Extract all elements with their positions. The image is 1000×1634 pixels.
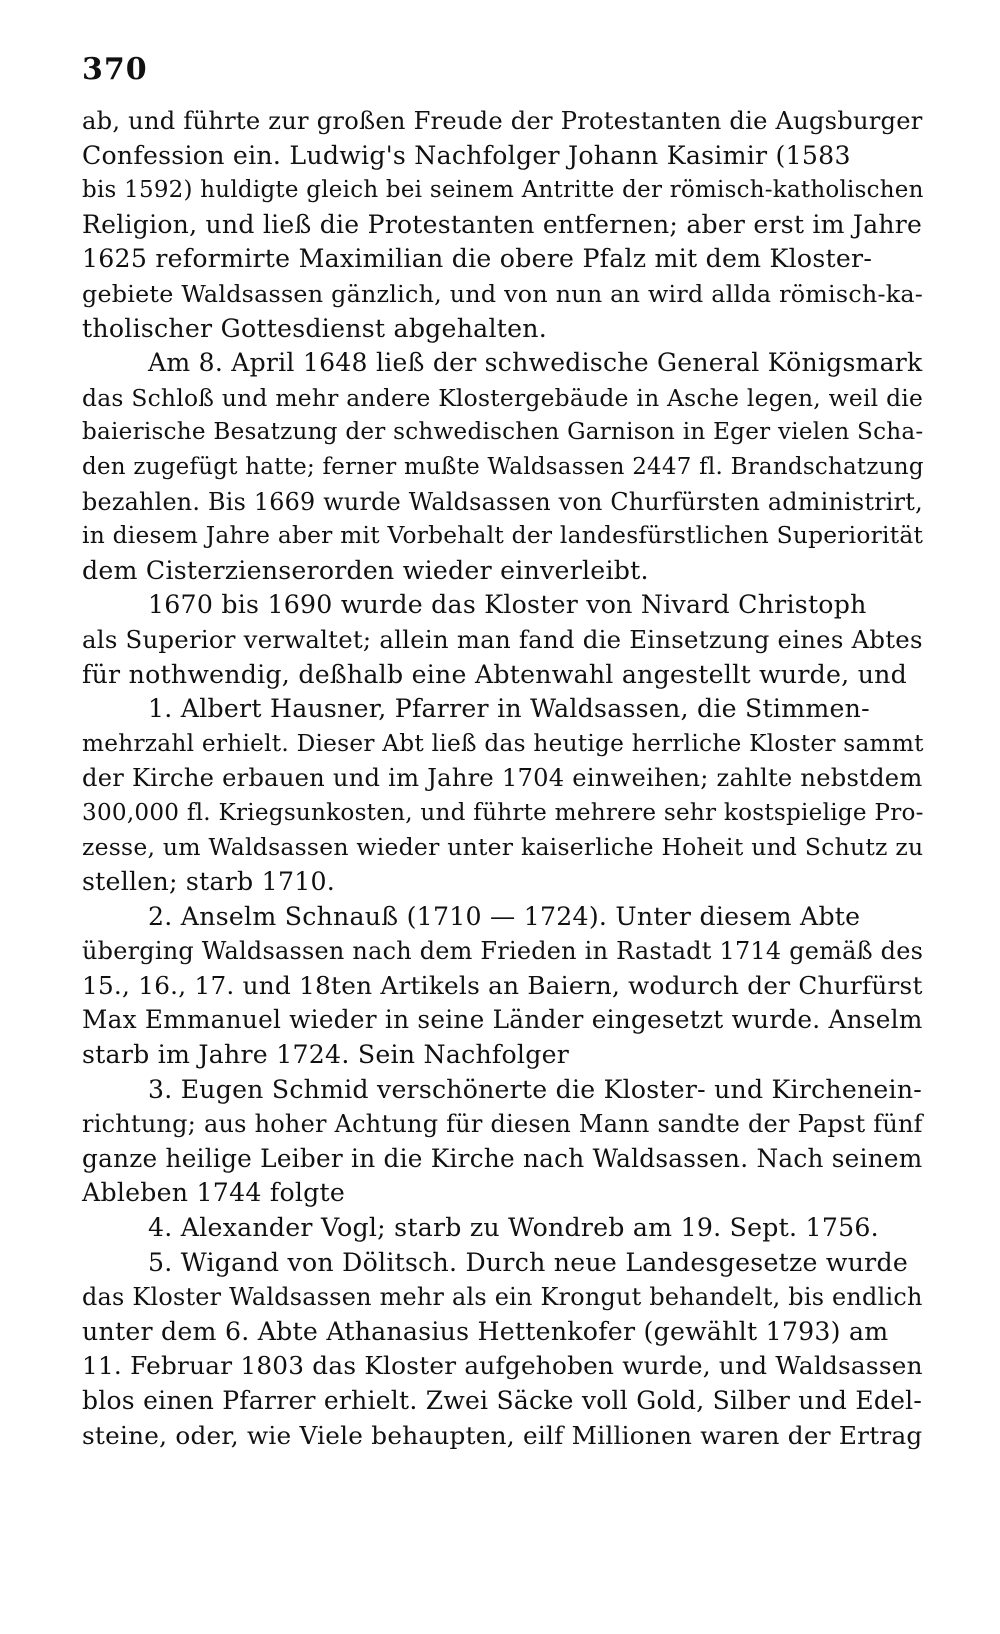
text-line: bis 1592) huldigte gleich bei seinem Antritte der römisch-katholischen <box>82 177 924 204</box>
text-line: 1625 reformirte Maximilian die obere Pfalz mit dem Kloster- <box>82 244 873 274</box>
text-line: den zugefügt hatte; ferner mußte Waldsassen 2447 fl. Brandschatzung <box>82 453 924 480</box>
text-line: für nothwendig, deßhalb eine Abtenwahl angestellt wurde, und <box>82 659 908 689</box>
text-line: dem Cisterzienserorden wieder einverleibt. <box>82 555 649 585</box>
text-line: 4. Alexander Vogl; starb zu Wondreb am 19. Sept. 1756. <box>148 1213 879 1242</box>
text-line: in diesem Jahre aber mit Vorbehalt der landesfürstlichen Superiorität <box>82 522 924 550</box>
text-line: das Kloster Waldsassen mehr als ein Krongut behandelt, bis endlich <box>82 1283 923 1312</box>
text-line: das Schloß und mehr andere Klostergebäude in Asche legen, weil die <box>82 383 924 412</box>
text-line: gebiete Waldsassen gänzlich, und von nun an wird allda römisch-ka- <box>82 279 924 308</box>
text-line: blos einen Pfarrer erhielt. Zwei Säcke voll Gold, Silber und Edel- <box>82 1385 923 1415</box>
text-line: 1. Albert Hausner, Pfarrer in Waldsassen, die Stimmen- <box>148 694 870 724</box>
text-line: steine, oder, wie Viele behaupten, eilf Millionen waren der Ertrag <box>82 1420 923 1450</box>
text-line: Max Emmanuel wieder in seine Länder eingesetzt wurde. Anselm <box>82 1005 923 1035</box>
text-line: richtung; aus hoher Achtung für diesen Mann sandte der Papst fünf <box>82 1110 923 1139</box>
text-line: stellen; starb 1710. <box>82 867 336 897</box>
text-line: bezahlen. Bis 1669 wurde Waldsassen von Churfürsten administrirt, <box>82 487 923 516</box>
text-line: ganze heilige Leiber in die Kirche nach Waldsassen. Nach seinem <box>82 1143 923 1173</box>
text-line: Confession ein. Ludwig's Nachfolger Johann Kasimir (1583 <box>82 140 851 170</box>
text-line: 1670 bis 1690 wurde das Kloster von Nivard Christoph <box>148 590 867 620</box>
text-line: starb im Jahre 1724. Sein Nachfolger <box>82 1040 570 1070</box>
text-line: Ableben 1744 folgte <box>82 1178 346 1208</box>
text-line: 3. Eugen Schmid verschönerte die Kloster- und Kirchenein- <box>148 1074 922 1104</box>
text-line: 300,000 fl. Kriegsunkosten, und führte mehrere sehr kostspielige Pro- <box>82 799 924 826</box>
text-line: ab, und führte zur großen Freude der Protestanten die Augsburger <box>82 107 923 135</box>
text-line: Am 8. April 1648 ließ der schwedische General Königsmark <box>148 348 923 378</box>
text-line: der Kirche erbauen und im Jahre 1704 einweihen; zahlte nebstdem <box>82 764 923 793</box>
text-line: als Superior verwaltet; allein man fand die Einsetzung eines Abtes <box>82 624 923 654</box>
body-text <box>82 104 922 1453</box>
text-line: baierische Besatzung der schwedischen Garnison in Eger vielen Scha- <box>82 419 924 446</box>
text-line: zesse, um Waldsassen wieder unter kaiserliche Hoheit und Schutz zu <box>82 833 924 862</box>
text-line: mehrzahl erhielt. Dieser Abt ließ das heutige herrliche Kloster sammt <box>82 729 924 757</box>
text-line: unter dem 6. Abte Athanasius Hettenkofer (gewählt 1793) am <box>82 1316 889 1346</box>
text-line: 11. Februar 1803 das Kloster aufgehoben wurde, und Waldsassen <box>82 1351 923 1381</box>
page-number: 370 <box>82 52 148 87</box>
text-line: 15., 16., 17. und 18ten Artikels an Baiern, wodurch der Churfürst <box>82 970 923 1000</box>
text-line: überging Waldsassen nach dem Frieden in Rastadt 1714 gemäß des <box>82 937 924 966</box>
text-line: 2. Anselm Schnauß (1710 — 1724). Unter diesem Abte <box>148 901 861 931</box>
text-line: tholischer Gottesdienst abgehalten. <box>82 313 548 343</box>
text-line: Religion, und ließ die Protestanten entfernen; aber erst im Jahre <box>82 209 923 239</box>
text-line: 5. Wigand von Dölitsch. Durch neue Landesgesetze wurde <box>148 1247 908 1277</box>
